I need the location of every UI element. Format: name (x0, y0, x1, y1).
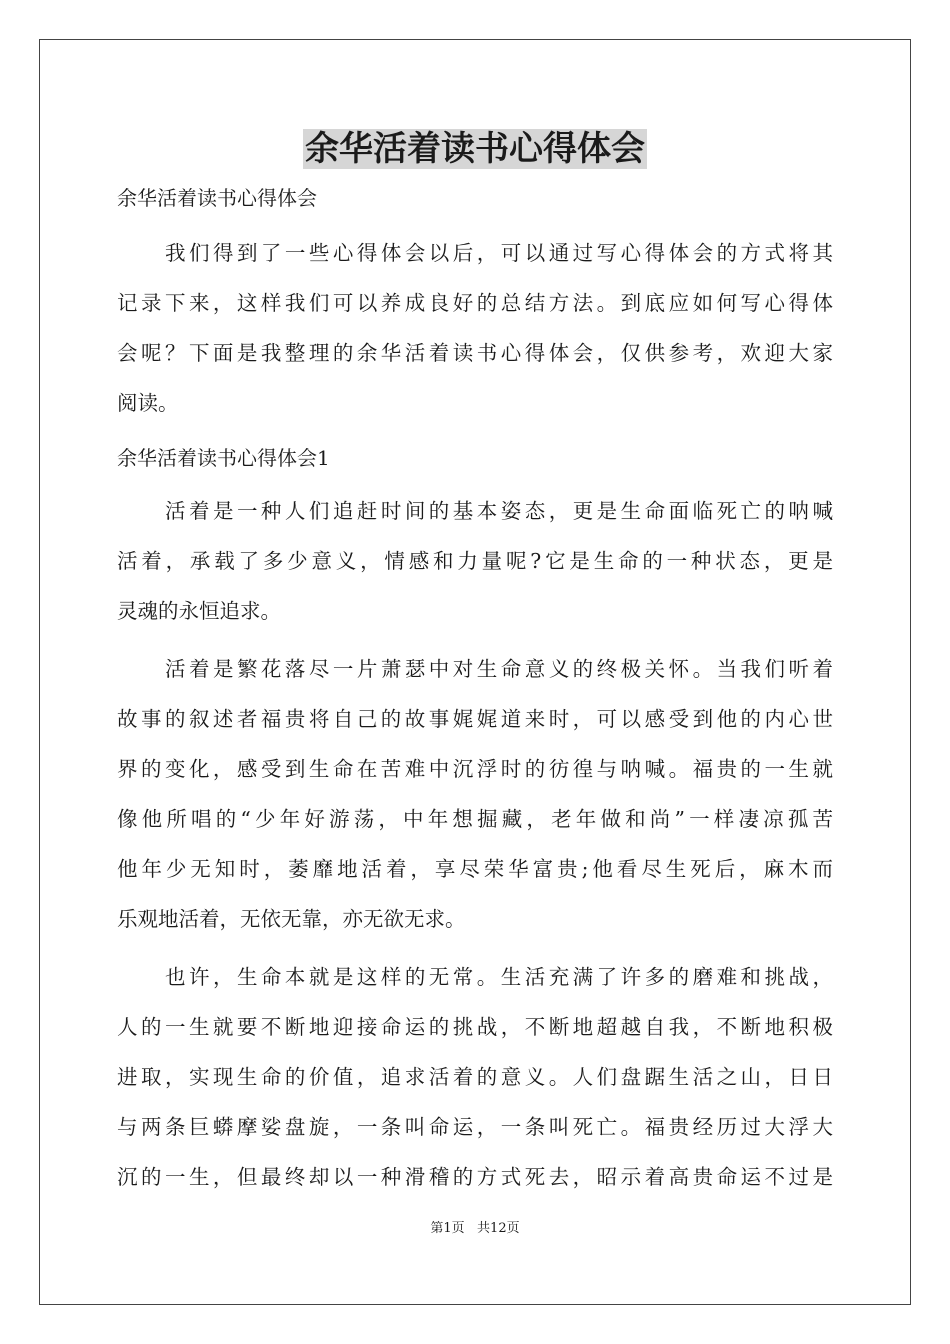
text-line: 会呢？下面是我整理的余华活着读书心得体会，仅供参考，欢迎大家 (117, 341, 833, 365)
body-paragraph-2 (117, 644, 833, 944)
text-line: 像他所唱的“少年好游荡，中年想掘藏，老年做和尚”一样凄凉孤苦 (117, 807, 833, 831)
text-line: 活着，承载了多少意义，情感和力量呢?它是生命的一种状态，更是 (117, 549, 833, 573)
text-line: 活着是繁花落尽一片萧瑟中对生命意义的终极关怀。当我们听着 (165, 657, 833, 681)
text-line: 乐观地活着，无依无靠，亦无欲无求。 (117, 907, 466, 931)
document-title-text: 余华活着读书心得体会 (305, 129, 645, 169)
text-line: 故事的叙述者福贵将自己的故事娓娓道来时，可以感受到他的内心世 (117, 707, 833, 731)
text-line: 与两条巨蟒摩娑盘旋，一条叫命运，一条叫死亡。福贵经历过大浮大 (117, 1115, 833, 1139)
intro-paragraph (117, 228, 833, 428)
document-subtitle: 余华活着读书心得体会 (117, 186, 317, 210)
text-line: 也许，生命本就是这样的无常。生活充满了许多的磨难和挑战， (165, 965, 833, 989)
document-body (117, 178, 833, 1210)
text-line: 他年少无知时，萎靡地活着，享尽荣华富贵;他看尽生死后，麻木而 (117, 857, 833, 881)
section-heading: 余华活着读书心得体会1 (117, 446, 330, 470)
page-footer: 第1页 共12页 (430, 1221, 520, 1236)
body-paragraph-3 (117, 952, 833, 1202)
text-line: 进取，实现生命的价值，追求活着的意义。人们盘踞生活之山，日日 (117, 1065, 833, 1089)
text-line: 灵魂的永恒追求。 (117, 599, 281, 623)
body-paragraph-1 (117, 486, 833, 636)
text-line: 人的一生就要不断地迎接命运的挑战，不断地超越自我，不断地积极 (117, 1015, 833, 1039)
text-line: 记录下来，这样我们可以养成良好的总结方法。到底应如何写心得体 (117, 291, 833, 315)
text-line: 沉的一生，但最终却以一种滑稽的方式死去，昭示着高贵命运不过是 (117, 1165, 833, 1189)
text-line: 我们得到了一些心得体会以后，可以通过写心得体会的方式将其 (165, 241, 833, 265)
document-title (0, 126, 950, 172)
text-line: 活着是一种人们追赶时间的基本姿态，更是生命面临死亡的呐喊 (165, 499, 833, 523)
text-line: 阅读。 (117, 391, 179, 415)
text-line: 界的变化，感受到生命在苦难中沉浮时的彷徨与呐喊。福贵的一生就 (117, 757, 833, 781)
